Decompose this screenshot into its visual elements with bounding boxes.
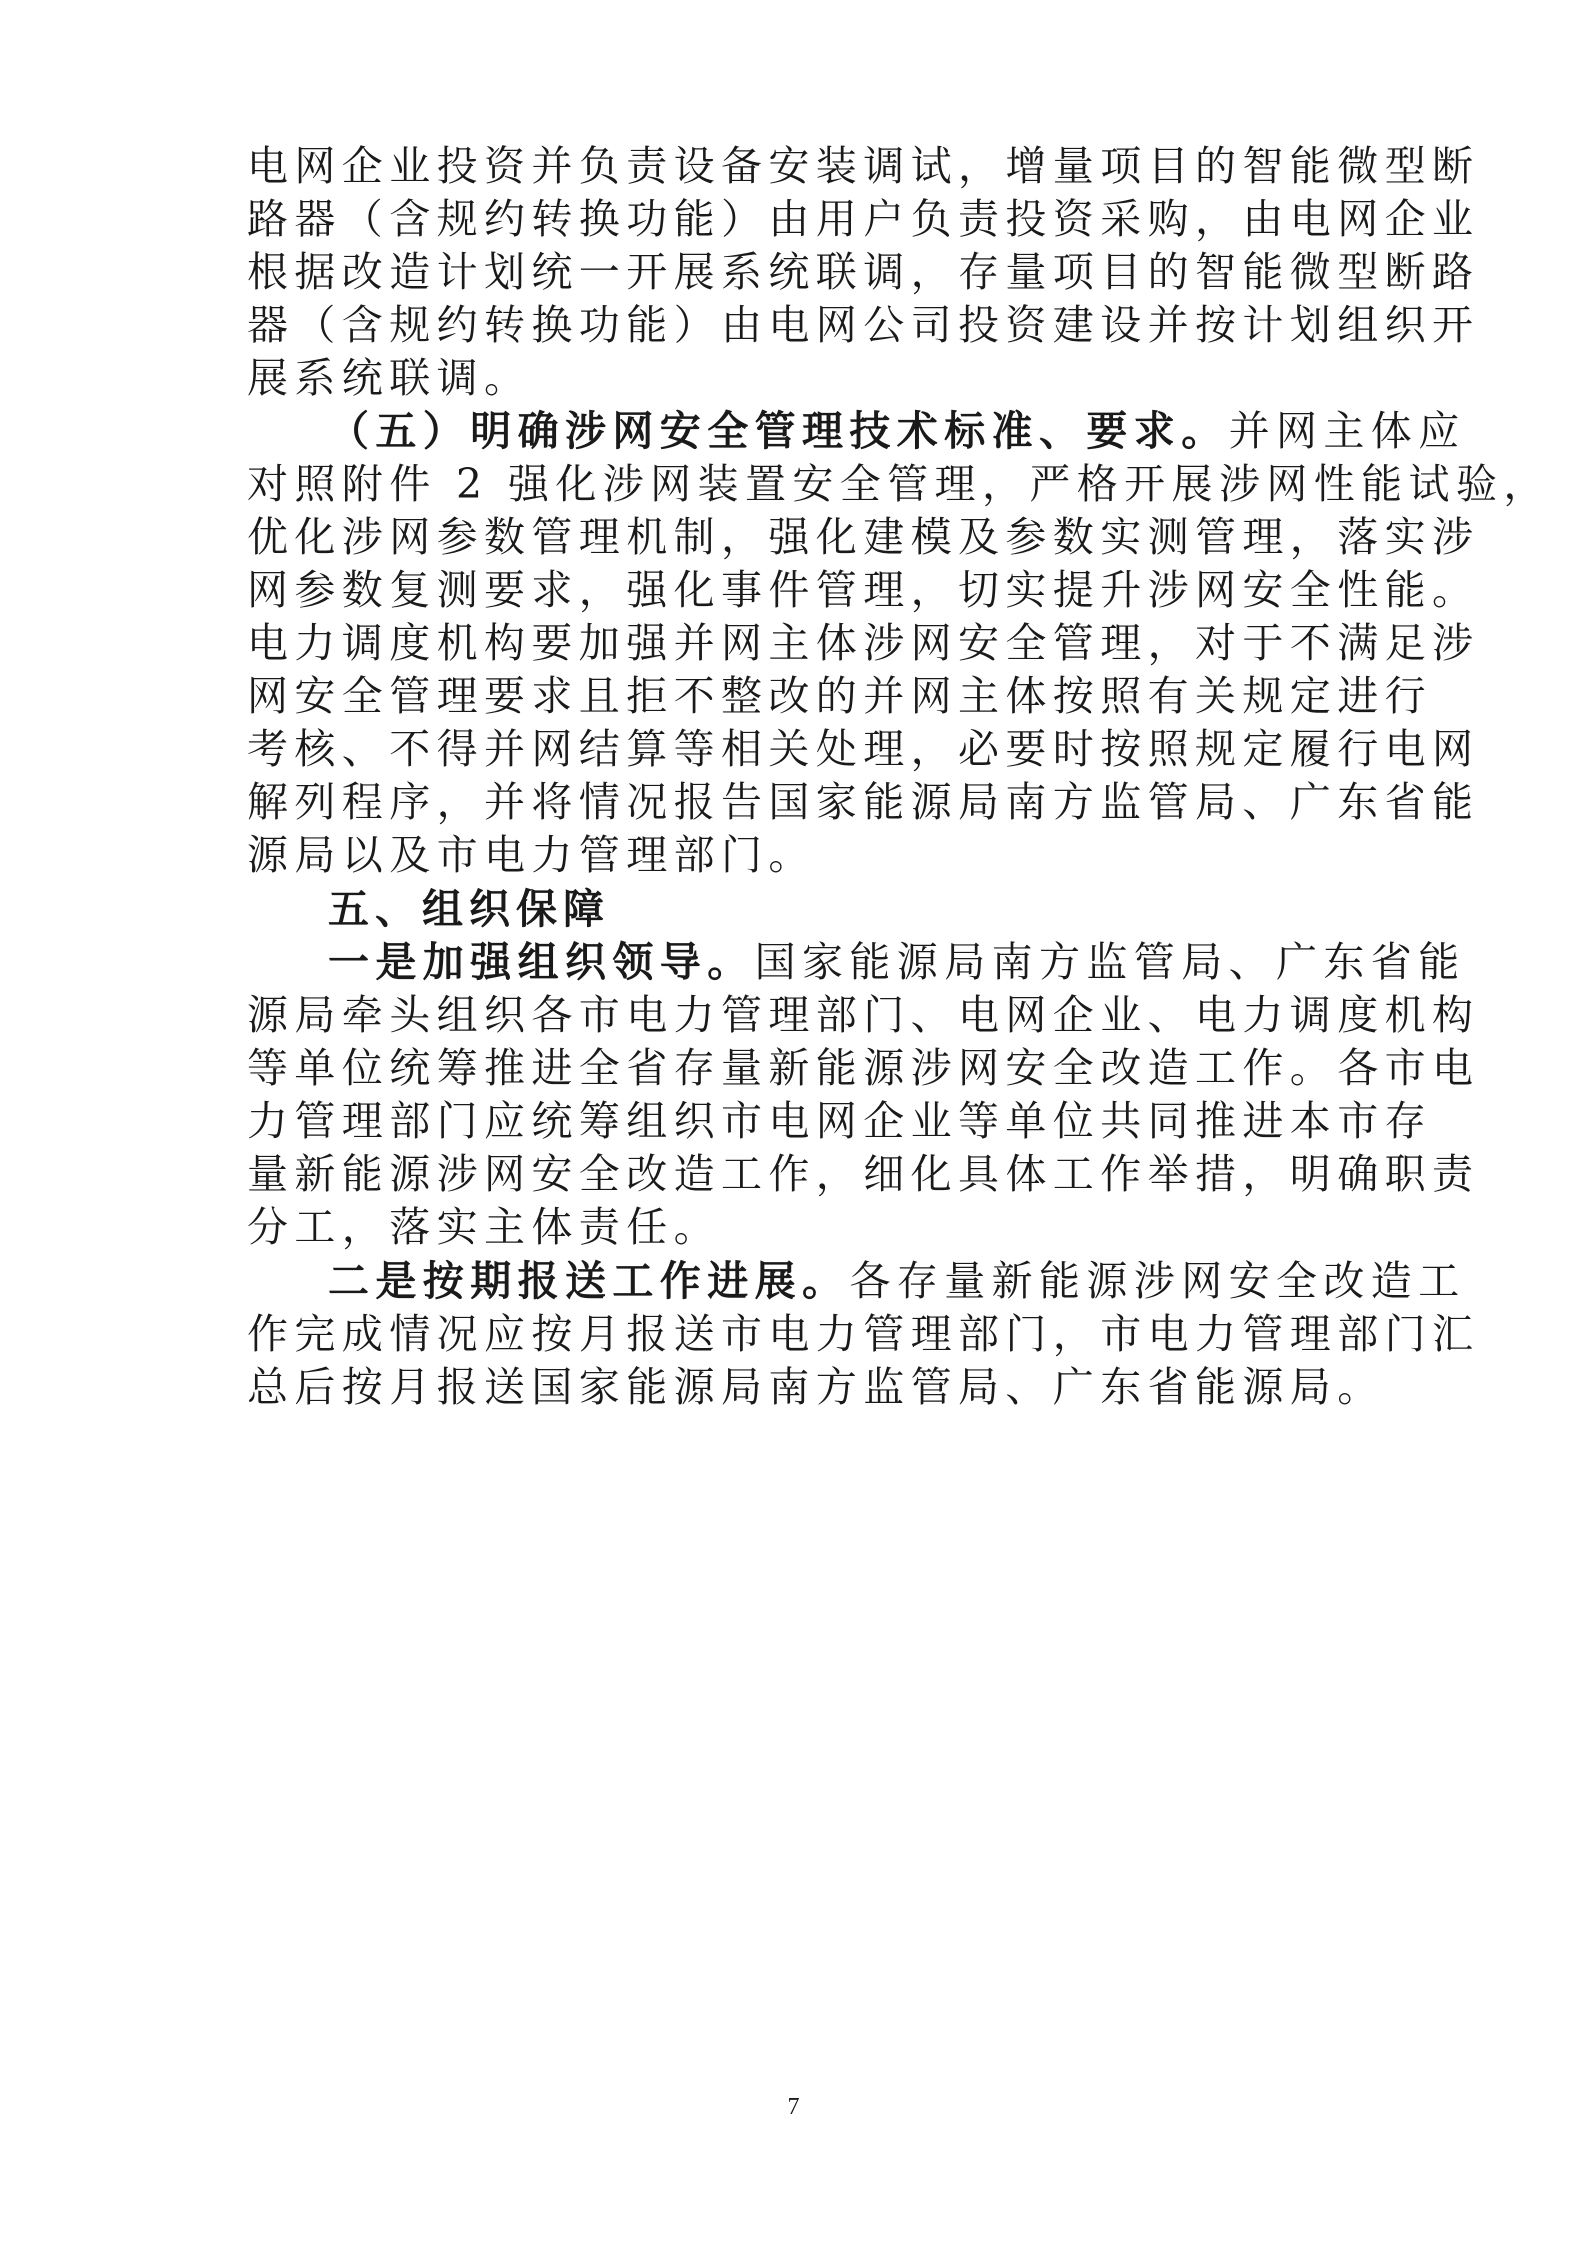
body-line: 电力调度机构要加强并网主体涉网安全管理，对于不满足涉 — [247, 619, 1480, 667]
para-2-lead-line — [328, 1255, 1466, 1307]
body-line: 总后按月报送国家能源局南方监管局、广东省能源局。 — [247, 1363, 1385, 1411]
page-number: 7 — [787, 2094, 800, 2120]
body-line: 器（含规约转换功能）由电网公司投资建设并按计划组织开 — [247, 301, 1480, 349]
para-2-title: 二是按期报送工作进展。 — [328, 1257, 850, 1305]
para-1-title: 一是加强组织领导。 — [328, 938, 755, 986]
para-1-lead-rest: 国家能源局南方监管局、广东省能 — [754, 938, 1466, 986]
body-line: 分工，落实主体责任。 — [247, 1203, 721, 1251]
body-line: 源局牵头组织各市电力管理部门、电网企业、电力调度机构 — [247, 991, 1480, 1039]
body-line: 对照附件 2 强化涉网装置安全管理，严格开展涉网性能试验， — [247, 460, 1551, 508]
body-line: 根据改造计划统一开展系统联调，存量项目的智能微型断路 — [247, 248, 1480, 296]
body-line: 优化涉网参数管理机制，强化建模及参数实测管理，落实涉 — [247, 513, 1480, 561]
section-heading: 五、组织保障 — [328, 885, 610, 933]
body-line: 量新能源涉网安全改造工作，细化具体工作举措，明确职责 — [247, 1150, 1480, 1198]
body-line: 网参数复测要求，强化事件管理，切实提升涉网安全性能。 — [247, 566, 1480, 614]
body-line: 网安全管理要求且拒不整改的并网主体按照有关规定进行 — [247, 672, 1432, 720]
body-line: 力管理部门应统筹组织市电网企业等单位共同推进本市存 — [247, 1097, 1432, 1145]
item-5-title: （五）明确涉网安全管理技术标准、要求。 — [328, 407, 1229, 455]
para-1-lead-line — [328, 936, 1466, 988]
body-line: 展系统联调。 — [247, 354, 532, 402]
body-line: 等单位统筹推进全省存量新能源涉网安全改造工作。各市电 — [247, 1044, 1480, 1092]
body-line: 源局以及市电力管理部门。 — [247, 831, 816, 879]
item-5-lead-rest: 并网主体应 — [1228, 407, 1466, 455]
body-line: 电网企业投资并负责设备安装调试，增量项目的智能微型断 — [247, 142, 1480, 190]
body-line: 考核、不得并网结算等相关处理，必要时按照规定履行电网 — [247, 725, 1480, 773]
para-2-lead-rest: 各存量新能源涉网安全改造工 — [849, 1257, 1466, 1305]
body-line: 作完成情况应按月报送市电力管理部门，市电力管理部门汇 — [247, 1310, 1480, 1358]
body-line: 解列程序，并将情况报告国家能源局南方监管局、广东省能 — [247, 778, 1480, 826]
body-line: 路器（含规约转换功能）由用户负责投资采购，由电网企业 — [247, 195, 1480, 243]
item-5-lead-line — [328, 405, 1466, 457]
